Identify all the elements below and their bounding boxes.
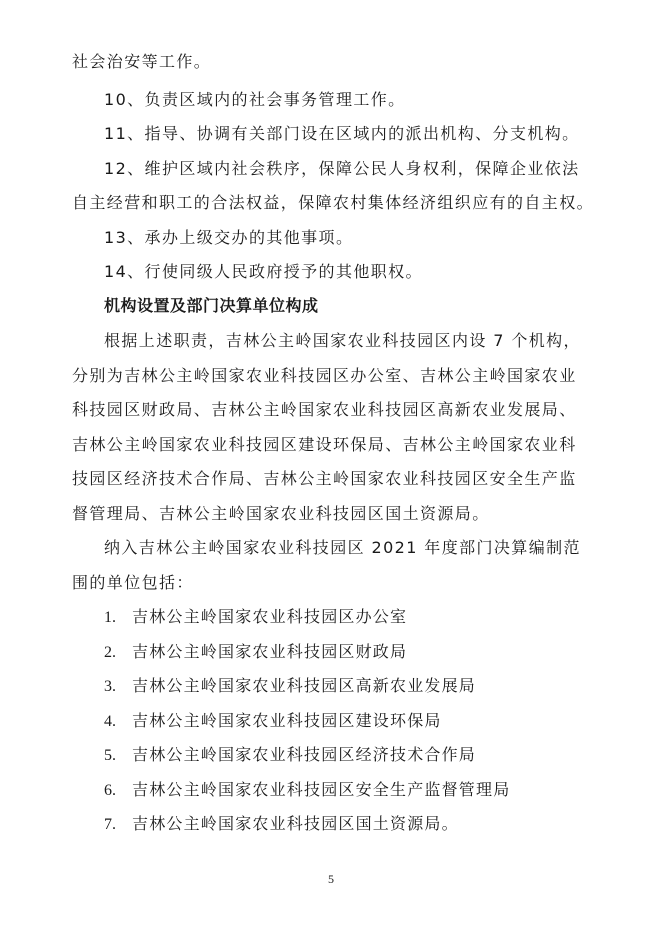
section-heading: 机构设置及部门决算单位构成 [104,296,319,315]
duty-item-13: 13、承办上级交办的其他事项。 [104,228,354,247]
unit-list-item [104,642,407,663]
unit-name: 吉林公主岭国家农业科技园区经济技术合作局 [132,745,477,764]
body-paragraph-1-line5: 技园区经济技术合作局、吉林公主岭国家农业科技园区安全生产监 [72,469,577,488]
unit-list-item [104,745,476,766]
unit-name: 吉林公主岭国家农业科技园区国土资源局。 [132,814,459,833]
list-number: 1. [104,609,116,626]
list-number: 2. [104,644,116,661]
duty-item-10: 10、负责区域内的社会事务管理工作。 [104,90,406,109]
duty-item-11: 11、指导、协调有关部门设在区域内的派出机构、分支机构。 [104,124,580,143]
unit-list-item [104,607,407,628]
list-number: 6. [104,782,116,799]
body-paragraph-1-line2: 分别为吉林公主岭国家农业科技园区办公室、吉林公主岭国家农业 [72,366,577,385]
list-number: 4. [104,713,116,730]
list-number: 3. [104,678,116,695]
paragraph-line: 社会治安等工作。 [72,52,212,71]
unit-list-item [104,711,442,732]
unit-list-item [104,780,510,801]
body-paragraph-1-line1: 根据上述职责，吉林公主岭国家农业科技园区内设 7 个机构， [104,331,581,350]
unit-name: 吉林公主岭国家农业科技园区办公室 [132,607,408,626]
body-paragraph-1-line6: 督管理局、吉林公主岭国家农业科技园区国土资源局。 [72,504,490,523]
unit-list-item [104,814,459,835]
unit-name: 吉林公主岭国家农业科技园区财政局 [132,642,408,661]
body-paragraph-1-line4: 吉林公主岭国家农业科技园区建设环保局、吉林公主岭国家农业科 [72,435,577,454]
duty-item-12-line2: 自主经营和职工的合法权益，保障农村集体经济组织应有的自主权。 [72,193,595,212]
body-paragraph-2-line1: 纳入吉林公主岭国家农业科技园区 2021 年度部门决算编制范 [104,538,581,557]
unit-name: 吉林公主岭国家农业科技园区建设环保局 [132,711,442,730]
list-number: 7. [104,816,116,833]
unit-name: 吉林公主岭国家农业科技园区高新农业发展局 [132,676,477,695]
duty-item-12-line1: 12、维护区域内社会秩序，保障公民人身权利，保障企业依法 [104,159,580,178]
unit-name: 吉林公主岭国家农业科技园区安全生产监督管理局 [132,780,511,799]
unit-list-item [104,676,476,697]
duty-item-14: 14、行使同级人民政府授予的其他职权。 [104,262,423,281]
body-paragraph-1-line3: 科技园区财政局、吉林公主岭国家农业科技园区高新农业发展局、 [72,400,577,419]
page-number: 5 [328,872,334,886]
list-number: 5. [104,747,116,764]
body-paragraph-2-line2: 围的单位包括： [72,573,194,592]
